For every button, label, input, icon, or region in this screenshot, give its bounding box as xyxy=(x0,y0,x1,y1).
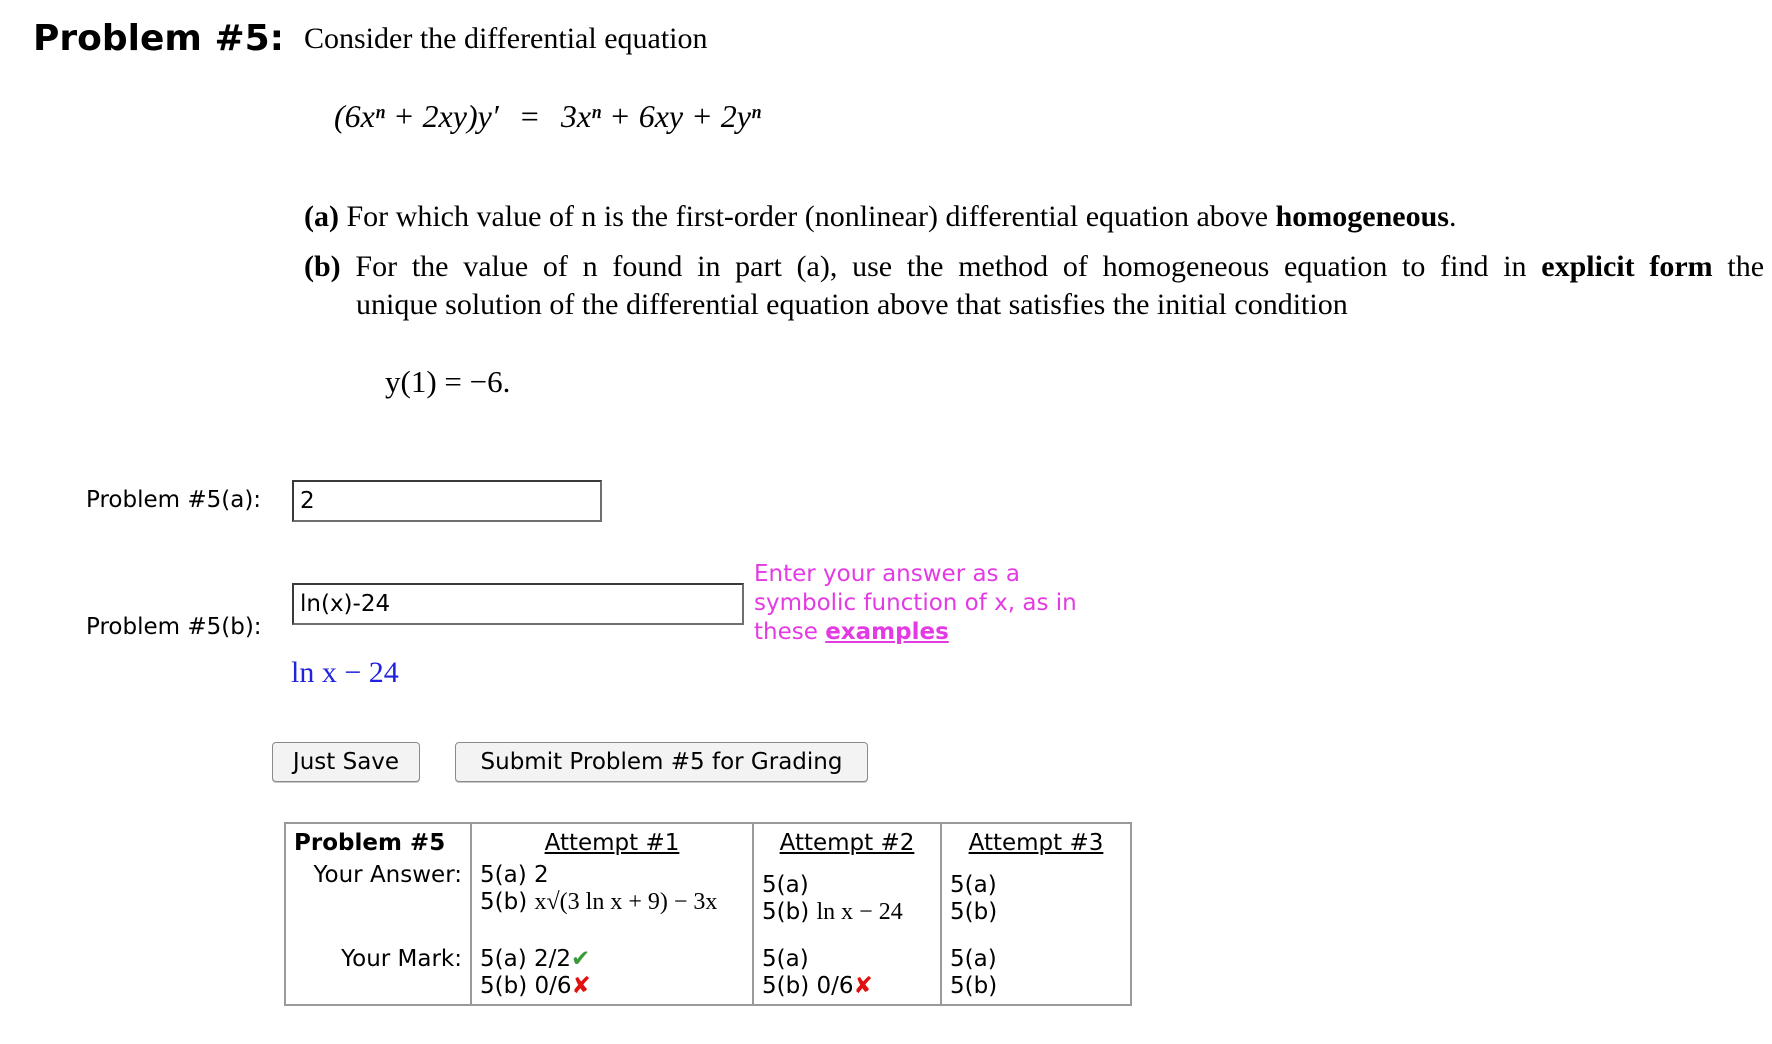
cross-icon: ✘ xyxy=(571,973,591,999)
tab-attempt-1[interactable]: Attempt #1 xyxy=(471,823,753,862)
attempt-2-answer-b-prefix: 5(b) xyxy=(762,899,810,925)
attempt-1-answer-b xyxy=(480,889,744,916)
problem-heading: Problem #5: xyxy=(33,18,285,59)
attempt-2-answer xyxy=(753,862,941,926)
your-answer-label: Your Answer: xyxy=(313,862,462,888)
initial-condition: y(1) = −6. xyxy=(385,364,511,399)
attempt-1-mark-b-text: 5(b) 0/6 xyxy=(480,973,572,999)
attempt-1-mark xyxy=(471,926,753,1005)
attempt-1-mark-a-text: 5(a) 2/2 xyxy=(480,946,572,972)
examples-link[interactable]: examples xyxy=(825,619,949,645)
your-mark-label: Your Mark: xyxy=(341,946,462,972)
equation-rhs: 3xⁿ + 6xy + 2yⁿ xyxy=(560,98,761,134)
attempts-header-row xyxy=(285,823,1131,862)
part-b-tag: (b) xyxy=(304,250,341,283)
answer-b-input[interactable] xyxy=(292,583,744,625)
part-a-tag: (a) xyxy=(304,200,339,233)
attempt-2-answer-b xyxy=(762,899,932,926)
attempt-3-answer-a: 5(a) xyxy=(950,872,997,898)
attempt-1-mark-b xyxy=(480,973,744,1000)
part-b-question-line1 xyxy=(304,250,1764,284)
submit-grading-button[interactable]: Submit Problem #5 for Grading xyxy=(455,742,868,782)
differential-equation xyxy=(334,98,761,135)
just-save-button[interactable]: Just Save xyxy=(272,742,420,782)
part-b-text-end: the xyxy=(1727,250,1765,283)
attempt-3-mark-a: 5(a) xyxy=(950,946,997,972)
attempt-2-mark-b xyxy=(762,973,932,1000)
part-a-bold: homogeneous xyxy=(1275,200,1449,233)
attempt-2-mark-a: 5(a) xyxy=(762,946,809,972)
part-a-period: . xyxy=(1448,200,1457,233)
part-b-bold: explicit form xyxy=(1541,250,1713,283)
answer-b-preview: ln x − 24 xyxy=(291,656,399,689)
attempt-2-answer-a: 5(a) xyxy=(762,872,809,898)
part-a-text: For which value of n is the first-order (nonlinear) differential equation above xyxy=(346,200,1269,233)
your-answer-row xyxy=(285,862,1131,926)
equation-equals: = xyxy=(520,98,539,134)
check-icon: ✔ xyxy=(571,946,591,972)
tab-attempt-3[interactable]: Attempt #3 xyxy=(941,823,1131,862)
attempt-1-answer-b-math: x√(3 ln x + 9) − 3x xyxy=(534,889,718,915)
attempt-2-mark-b-text: 5(b) 0/6 xyxy=(762,973,854,999)
answer-a-input[interactable] xyxy=(292,480,602,522)
cross-icon: ✘ xyxy=(853,973,873,999)
hint-text: Enter your answer as a symbolic function of x, as in these xyxy=(754,561,1077,645)
attempt-3-mark-b: 5(b) xyxy=(950,973,998,999)
attempt-1-mark-a xyxy=(480,946,744,973)
part-b-text: For the value of n found in part (a), use the method of homogeneous equation to find in xyxy=(355,250,1527,283)
table-header-problem: Problem #5 xyxy=(294,830,446,856)
answer-b-label: Problem #5(b): xyxy=(86,614,262,640)
attempt-1-answer-a: 5(a) 2 xyxy=(480,862,549,888)
attempt-2-mark xyxy=(753,926,941,1005)
attempts-table xyxy=(284,822,1132,1006)
tab-attempt-2[interactable]: Attempt #2 xyxy=(753,823,941,862)
attempt-1-answer xyxy=(471,862,753,926)
attempt-2-answer-b-math: ln x − 24 xyxy=(816,899,903,925)
attempt-3-mark xyxy=(941,926,1131,1005)
equation-lhs: (6xⁿ + 2xy)y′ xyxy=(334,98,499,134)
answer-hint xyxy=(754,560,1114,647)
part-b-question-line2: unique solution of the differential equation above that satisfies the initial condition xyxy=(356,288,1348,321)
attempt-3-answer xyxy=(941,862,1131,926)
part-a-question xyxy=(304,200,1456,234)
attempt-3-answer-b: 5(b) xyxy=(950,899,998,925)
attempt-1-answer-b-prefix: 5(b) xyxy=(480,889,528,915)
your-mark-row xyxy=(285,926,1131,1005)
answer-a-label: Problem #5(a): xyxy=(86,487,262,513)
problem-intro: Consider the differential equation xyxy=(304,22,708,55)
